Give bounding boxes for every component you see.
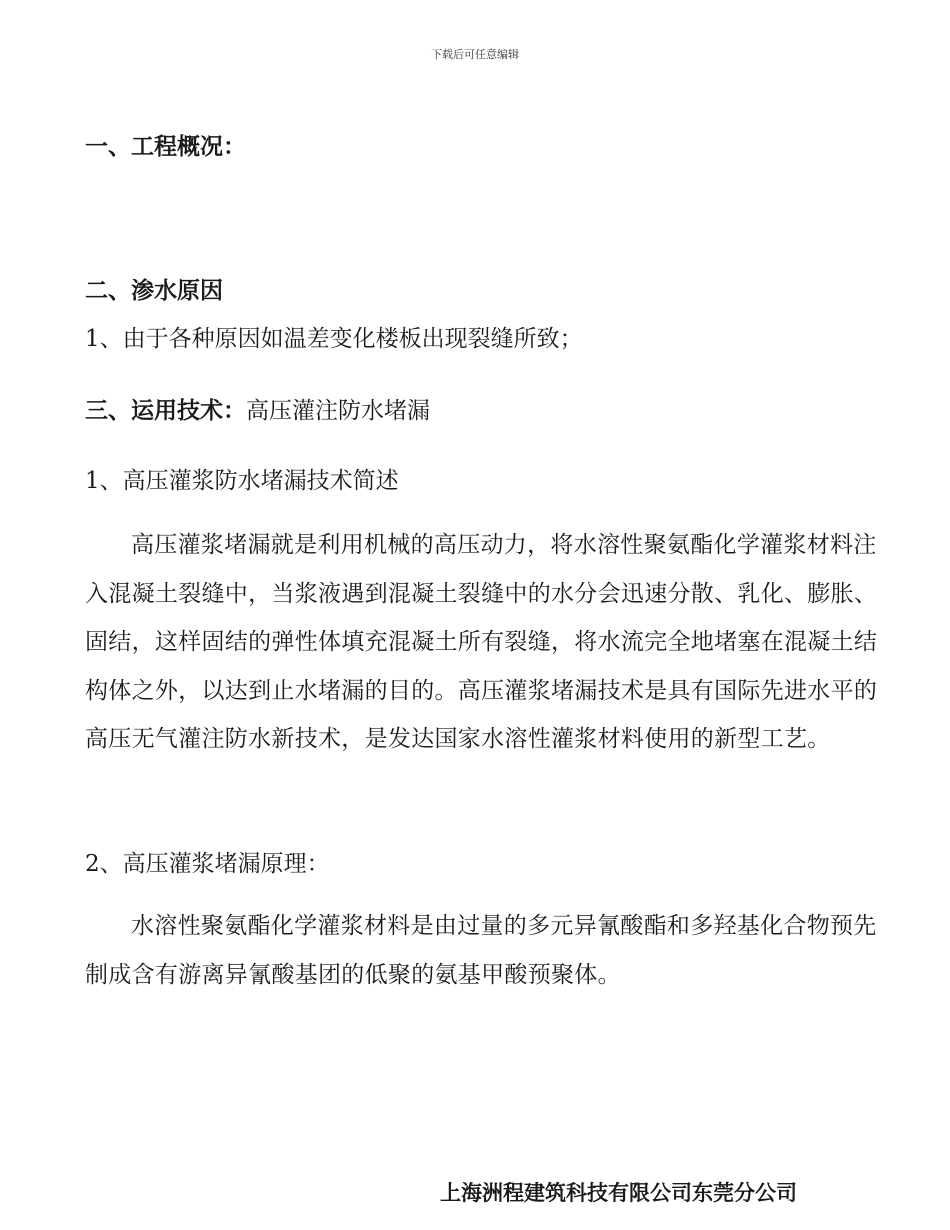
section-3-heading-topic: 高压灌注防水堵漏 <box>246 398 430 424</box>
section-1-heading: 一、工程概况： <box>85 134 246 160</box>
section-3-heading-label: 三、运用技术： <box>85 398 246 424</box>
subsection-2-title: 2、高压灌浆堵漏原理： <box>85 851 330 877</box>
section-2-item-1: 1、由于各种原因如温差变化楼板出现裂缝所致； <box>85 326 583 352</box>
subsection-1-paragraph: 高压灌浆堵漏就是利用机械的高压动力，将水溶性聚氨酯化学灌浆材料注入混凝土裂缝中，当浆液遇到混凝土裂缝中的水分会迅速分散、乳化、膨胀、固结，这样固结的弹性体填充混凝土所有裂缝，将水流完全地堵塞在混凝土结构体之外，以达到止水堵漏的目的。高压灌浆堵漏技术是具有国际先进水平的高压无气灌注防水新技术，是发达国家水溶性灌浆材料使用的新型工艺。 <box>85 532 878 753</box>
subsection-2-paragraph: 水溶性聚氨酯化学灌浆材料是由过量的多元异氰酸酯和多羟基化合物预先制成含有游离异氰酸基团的低聚的氨基甲酸预聚体。 <box>85 913 877 988</box>
footer-company-name: 上海洲程建筑科技有限公司东莞分公司 <box>440 1181 797 1205</box>
subsection-1-title: 1、高压灌浆防水堵漏技术简述 <box>85 468 399 494</box>
header-note: 下载后可任意编辑 <box>431 48 519 61</box>
section-2-heading: 二、渗水原因 <box>85 278 223 304</box>
section-3-heading <box>85 392 430 425</box>
